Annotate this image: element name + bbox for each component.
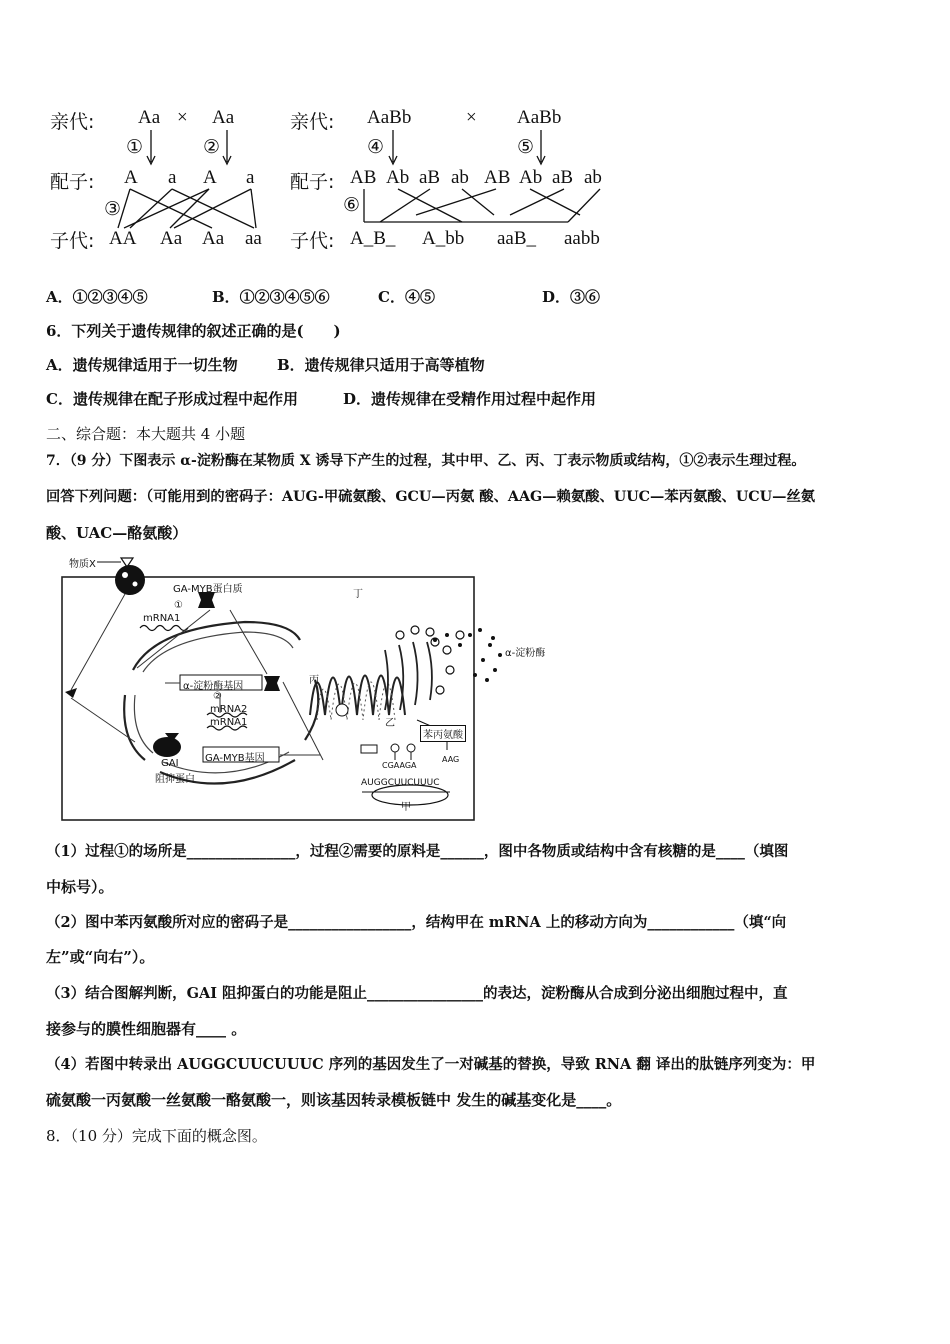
gamete: a [246, 167, 255, 188]
mrna2-label: mRNA2 [210, 704, 248, 715]
q7-sub4-line2: 硫氨酸一丙氨酸一丝氨酸一酪氨酸一，则该基因转录模板链中 发生的碱基变化是____。 [46, 1091, 622, 1109]
gamete: A [203, 167, 217, 188]
offspring: Aa [160, 228, 183, 249]
gamete: AB [350, 167, 377, 188]
offspring: aaB_ [497, 228, 537, 249]
anticodon-label: CGAAGA [382, 761, 417, 770]
cross-sign-right: × [466, 107, 477, 128]
q5-option-b[interactable]: B．①②③④⑤⑥ [212, 288, 330, 306]
gamete: Ab [519, 167, 543, 188]
gamete-label-right: 配子: [290, 171, 335, 193]
aag-label: AAG [442, 755, 460, 764]
ga-myb-protein-label: GA-MYB蛋白质 [173, 584, 243, 595]
q6-option-c[interactable]: C．遗传规律在配子形成过程中起作用 [46, 390, 298, 408]
gamete: ab [451, 167, 469, 188]
q7-sub3-line1: （3）结合图解判断，GAI 阻抑蛋白的功能是阻止________________的表达，淀粉酶从合成到分泌出细胞过程中，直 [46, 985, 788, 1002]
gamete: a [168, 167, 177, 188]
parent2-left: Aa [212, 107, 235, 128]
cell-drawing [55, 550, 575, 825]
bing-label: 丙 [309, 675, 319, 686]
amylase-gene-label: α-淀粉酶基因 [183, 681, 244, 692]
q6-option-b[interactable]: B．遗传规律只适用于高等植物 [277, 356, 485, 374]
offspring: aabb [564, 228, 600, 249]
offspring: A_bb [422, 228, 465, 249]
mrna-sequence-label: AUGGCUUCUUUC [361, 778, 440, 788]
parent-label-right: 亲代: [290, 111, 335, 133]
step-label: ④ [367, 137, 385, 158]
process-1-label: ① [174, 600, 183, 611]
step-label: ⑤ [517, 137, 535, 158]
q6-option-a[interactable]: A．遗传规律适用于一切生物 [46, 356, 238, 374]
substance-x-label: 物质X [69, 559, 96, 570]
step-label: ⑥ [343, 195, 361, 216]
mrna1-bottom-label: mRNA1 [210, 717, 248, 728]
gamete-label-left: 配子: [50, 171, 95, 193]
q7-stem-line1: 7．（9 分）下图表示 α-淀粉酶在某物质 X 诱导下产生的过程，其中甲、乙、丙、丁表示物质或结构，①②表示生理过程。 [46, 453, 806, 469]
gamete: Ab [386, 167, 410, 188]
repressor-label: 阻抑蛋白 [155, 774, 195, 785]
ding-label: 丁 [353, 589, 363, 600]
gamete: ab [584, 167, 602, 188]
q6-option-d[interactable]: D．遗传规律在受精作用过程中起作用 [343, 390, 597, 408]
q5-option-d[interactable]: D．③⑥ [542, 288, 601, 306]
cross-sign-left: × [177, 107, 188, 128]
ga-myb-gene-label: GA-MYB基因 [205, 753, 265, 764]
parent-label-left: 亲代: [50, 111, 95, 133]
offspring: AA [109, 228, 137, 249]
q7-sub4-line1: （4）若图中转录出 AUGGCUUCUUUC 序列的基因发生了一对碱基的替换，导致 RNA 翻 译出的肽链序列变为：甲 [46, 1056, 816, 1073]
offspring: Aa [202, 228, 225, 249]
offspring: aa [245, 228, 262, 249]
q7-sub1-line1: （1）过程①的场所是_______________，过程②需要的原料是______，图中各物质或结构中含有核糖的是____（填图 [46, 843, 789, 860]
q5-option-c[interactable]: C．④⑤ [378, 288, 435, 306]
section-heading: 二、综合题：本大题共 4 小题 [46, 425, 246, 443]
cell-diagram [55, 550, 575, 825]
gai-label: GAI [161, 758, 179, 769]
genetics-lines [0, 0, 640, 260]
offspring: A_B_ [350, 228, 396, 249]
q5-option-a[interactable]: A．①②③④⑤ [46, 288, 148, 306]
parent2-right: AaBb [517, 107, 562, 128]
gamete: aB [419, 167, 441, 188]
gamete: A [124, 167, 138, 188]
q6-stem: 6．下列关于遗传规律的叙述正确的是( ) [46, 322, 341, 340]
q7-sub1-line2: 中标号）。 [46, 878, 114, 896]
gamete: aB [552, 167, 574, 188]
gamete: AB [484, 167, 511, 188]
mrna1-top-label: mRNA1 [143, 613, 181, 624]
step-label: ② [203, 137, 221, 158]
parent1-right: AaBb [367, 107, 412, 128]
q8-stem: 8．（10 分）完成下面的概念图。 [46, 1127, 267, 1145]
process-2-label: ② [213, 691, 222, 702]
jia-label: 甲 [401, 802, 411, 813]
parent1-left: Aa [138, 107, 161, 128]
q7-sub2-line1: （2）图中苯丙氨酸所对应的密码子是_________________，结构甲在 mRNA 上的移动方向为____________（填“向 [46, 914, 787, 931]
q7-stem-line2: 回答下列问题：（可能用到的密码子：AUG-甲硫氨酸、GCU—丙氨 酸、AAG—赖氨酸、UUC—苯丙氨酸、UCU—丝氨 [46, 489, 816, 505]
q7-sub3-line2: 接参与的膜性细胞器有____ 。 [46, 1020, 247, 1038]
amylase-label: α-淀粉酶 [505, 648, 546, 659]
offspring-label-left: 子代: [50, 230, 95, 252]
step-label: ③ [104, 199, 122, 220]
step-label: ① [126, 137, 144, 158]
phe-label: 苯丙氨酸 [420, 725, 466, 742]
q7-stem-line3: 酸、UAC—酪氨酸） [46, 524, 188, 542]
offspring-label-right: 子代: [290, 230, 335, 252]
q7-sub2-line2: 左”或“向右”）。 [46, 948, 155, 966]
yi-label: 乙 [385, 718, 395, 729]
